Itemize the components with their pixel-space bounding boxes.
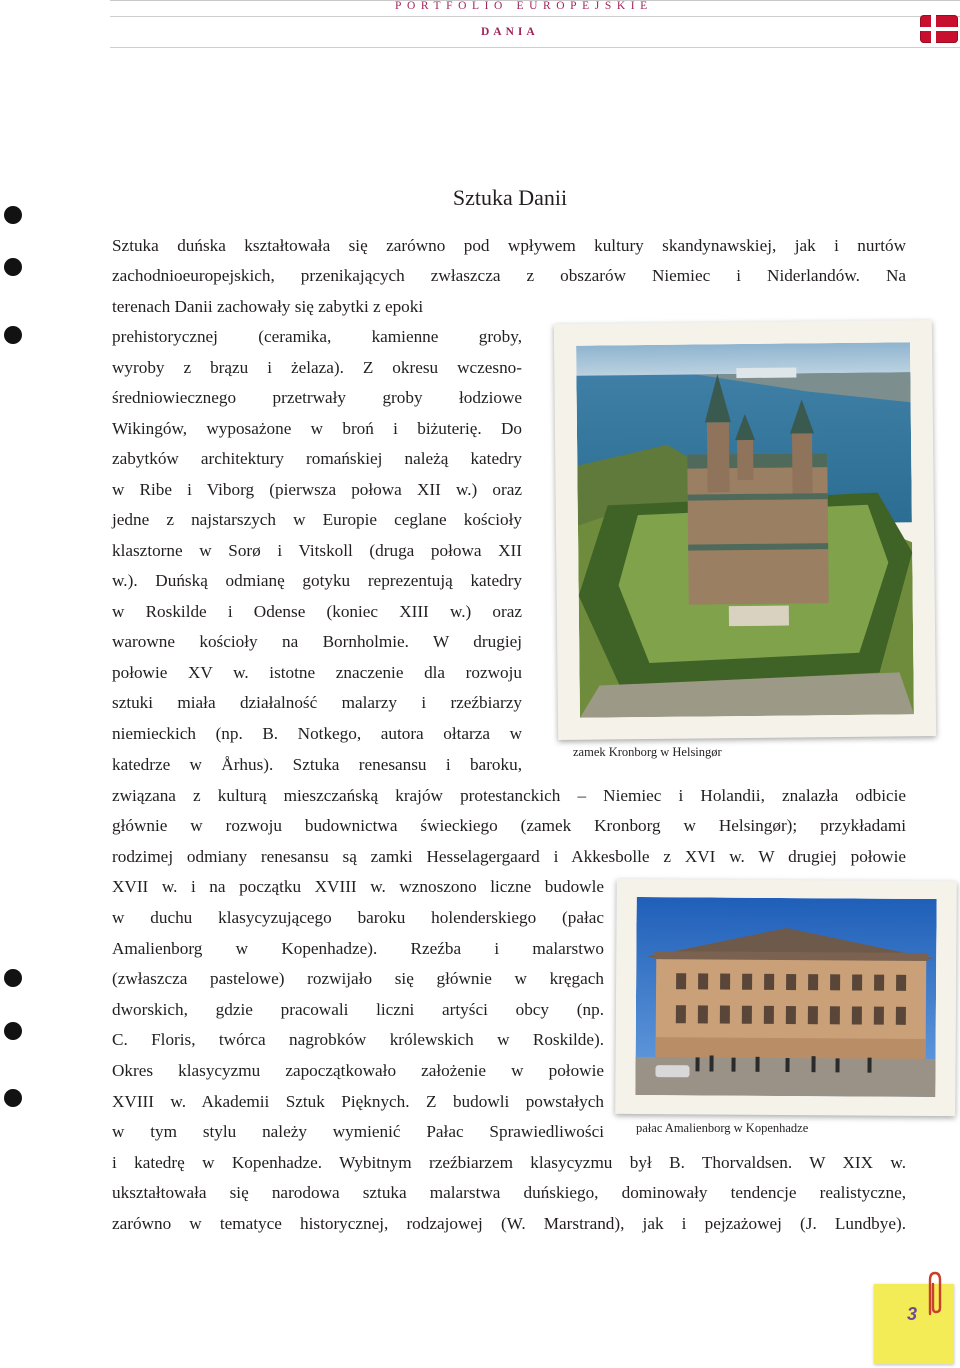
text-line: połowie XV w. istotne znaczenie dla rozwoju (112, 663, 522, 682)
kronborg-photo (554, 320, 936, 740)
kronborg-castle-illustration (576, 342, 914, 717)
text-line: Amalienborg w Kopenhadze). Rzeźba i malarstwo (112, 939, 604, 958)
text-line: w tym stylu należy wymienić Pałac Sprawiedliwości (112, 1122, 604, 1141)
text-line: klasztorne w Sorø i Vitskoll (druga połowa XII (112, 541, 522, 560)
text-line: zabytków architektury romańskiej należą katedry (112, 449, 522, 468)
amalienborg-photo (615, 879, 957, 1116)
text-line: głównie w rozwoju budownictwa świeckiego (zamek Kronborg w Helsingør); przykładami (112, 816, 906, 835)
text-line: katedrze w Århus). Sztuka renesansu i baroku, (112, 755, 522, 774)
binder-hole-icon (4, 1089, 22, 1107)
text-line: Okres klasycyzmu zapoczątkowało założenie w połowie (112, 1061, 604, 1080)
text-line: jedne z najstarszych w Europie ceglane kościoły (112, 510, 522, 529)
text-line: w Roskilde i Odense (koniec XIII w.) oraz (112, 602, 522, 621)
text-line: wyroby z brązu i żelaza). Z okresu wczesno- (112, 358, 522, 377)
binder-hole-icon (4, 1022, 22, 1040)
text-line: średniowiecznego przetrwały groby łodziowe (112, 388, 522, 407)
text-line: i katedrę w Kopenhadze. Wybitnym rzeźbiarzem klasycyzmu był B. Thorvaldsen. W XIX w. (112, 1153, 906, 1172)
text-line: XVIII w. Akademii Sztuk Pięknych. Z budowli powstałych (112, 1092, 604, 1111)
binder-hole-icon (4, 969, 22, 987)
text-line: zachodnioeuropejskich, przenikających zwłaszcza z obszarów Niemiec i Niderlandów. Na (112, 266, 906, 285)
text-line: związana z kulturą mieszczańską krajów protestanckich – Niemiec i Holandii, znalazła odbicie (112, 786, 906, 805)
header-rule (110, 16, 960, 17)
page-number: 3 (906, 1304, 917, 1324)
text-line: Wikingów, wyposażone w broń i biżuterię. Do (112, 419, 522, 438)
text-line: (zwłaszcza pastelowe) rozwijało się głównie w kręgach (112, 969, 604, 988)
text-line: niemieckich (np. B. Notkego, autora ołtarza w (112, 724, 522, 743)
header-kicker: PORTFOLIO EUROPEJSKIE (395, 0, 653, 12)
text-line: terenach Danii zachowały się zabytki z epoki (112, 297, 424, 316)
text-line: ukształtowała się narodowa sztuka malarstwa duńskiego, dominowały tendencje realistyczne, (112, 1183, 906, 1202)
amalienborg-palace-illustration (635, 897, 936, 1097)
text-line: Sztuka duńska kształtowała się zarówno pod wpływem kultury skandynawskiej, jak i nurtów (112, 236, 906, 255)
header-section: DANIA (481, 26, 539, 38)
text-line: w.). Duńską odmianę gotyku reprezentują katedry (112, 571, 522, 590)
text-line: w duchu klasycyzującego baroku holenderskiego (pałac (112, 908, 604, 927)
header-rule-bottom (110, 47, 960, 48)
amalienborg-caption: pałac Amalienborg w Kopenhadze (636, 1121, 809, 1135)
binder-hole-icon (4, 326, 22, 344)
text-line: warowne kościoły na Bornholmie. W drugiej (112, 632, 522, 651)
binder-hole-icon (4, 258, 22, 276)
denmark-flag-icon (920, 15, 958, 43)
paperclip-icon (924, 1270, 946, 1318)
article-title: Sztuka Danii (452, 184, 568, 210)
text-line: rodzimej odmiany renesansu są zamki Hesselagergaard i Akkesbolle z XVI w. W drugiej połowie (112, 847, 906, 866)
text-line: zarówno w tematyce historycznej, rodzajowej (W. Marstrand), jak i pejzażowej (J. Lundbye). (112, 1214, 906, 1233)
text-line: w Ribe i Viborg (pierwsza połowa XII w.) oraz (112, 480, 522, 499)
text-line: dworskich, gdzie pracowali liczni artyści obcy (np. (112, 1000, 604, 1019)
kronborg-caption: zamek Kronborg w Helsingør (573, 745, 722, 759)
text-line: prehistorycznej (ceramika, kamienne groby, (112, 327, 522, 346)
text-line: XVII w. i na początku XVIII w. wznoszono liczne budowle (112, 877, 604, 896)
text-line: C. Floris, twórca nagrobków królewskich w Roskilde). (112, 1030, 604, 1049)
text-line: sztuki miała działalność malarzy i rzeźbiarzy (112, 693, 522, 712)
